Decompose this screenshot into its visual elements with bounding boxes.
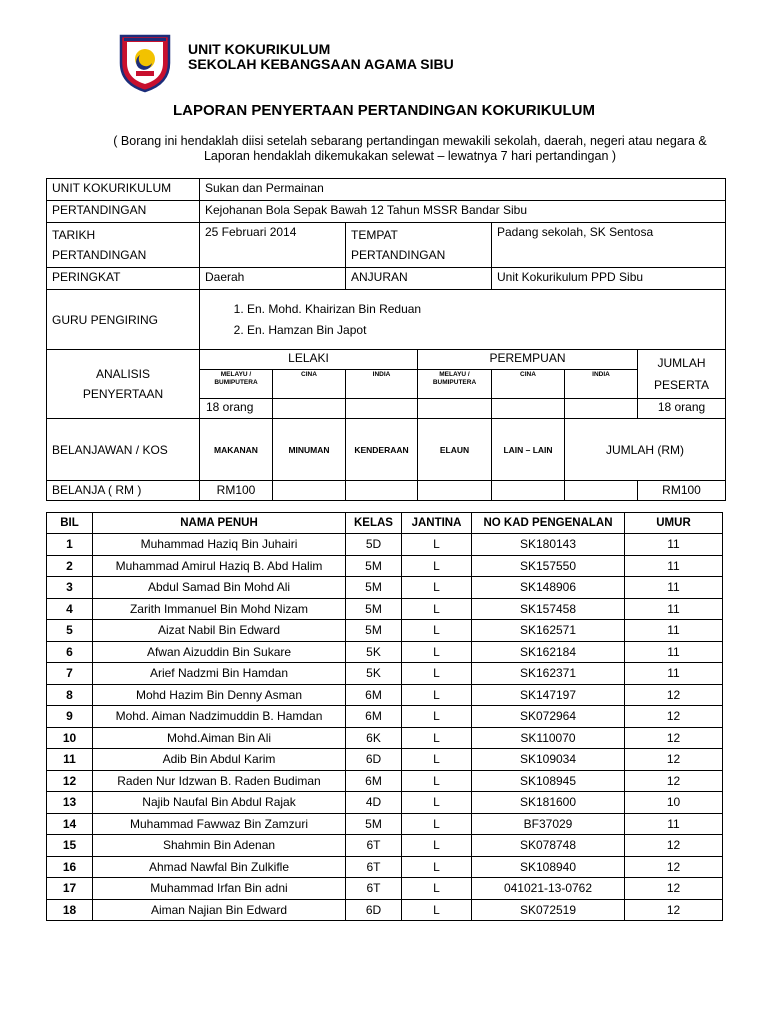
row-class: 6K (346, 727, 402, 749)
col-name-header: NAMA PENUH (93, 513, 346, 534)
date-value: 25 Februari 2014 (200, 223, 346, 268)
row-name: Adib Bin Abdul Karim (93, 749, 346, 771)
analysis-label (47, 350, 200, 419)
teacher-item: 1. En. Mohd. Khairizan Bin Reduan (247, 299, 720, 320)
row-ic: SK157550 (472, 555, 625, 577)
row-bil: 6 (47, 641, 93, 663)
col-age-header: UMUR (625, 513, 723, 534)
row-ic: SK108945 (472, 770, 625, 792)
row-class: 6M (346, 770, 402, 792)
row-ic: SK162184 (472, 641, 625, 663)
row-class: 4D (346, 792, 402, 814)
row-ic: SK109034 (472, 749, 625, 771)
row-ic: SK072519 (472, 899, 625, 921)
table-row (47, 792, 723, 814)
spend-drink (273, 481, 346, 501)
row-class: 6M (346, 684, 402, 706)
row-gender: L (402, 749, 472, 771)
table-row (47, 641, 723, 663)
row-bil: 17 (47, 878, 93, 900)
row-ic: SK147197 (472, 684, 625, 706)
row-age: 11 (625, 555, 723, 577)
row-age: 12 (625, 899, 723, 921)
row-bil: 12 (47, 770, 93, 792)
spend-allowance (418, 481, 492, 501)
row-name: Zarith Immanuel Bin Mohd Nizam (93, 598, 346, 620)
row-age: 11 (625, 577, 723, 599)
row-age: 12 (625, 706, 723, 728)
row-name: Muhammad Amirul Haziq B. Abd Halim (93, 555, 346, 577)
venue-label-line-2: PERTANDINGAN (351, 248, 446, 262)
row-name: Muhammad Fawwaz Bin Zamzuri (93, 813, 346, 835)
cost-total-header: JUMLAH (RM) (565, 419, 726, 481)
row-bil: 2 (47, 555, 93, 577)
row-name: Mohd. Aiman Nadzimuddin B. Hamdan (93, 706, 346, 728)
row-class: 6T (346, 835, 402, 857)
row-age: 12 (625, 727, 723, 749)
row-age: 11 (625, 813, 723, 835)
date-label-line-1: TARIKH (52, 228, 96, 242)
cost-other-header: LAIN – LAIN (492, 419, 565, 481)
row-ic: SK078748 (472, 835, 625, 857)
table-row (47, 727, 723, 749)
row-name: Mohd.Aiman Bin Ali (93, 727, 346, 749)
row-gender: L (402, 684, 472, 706)
instruction-line-1: ( Borang ini hendaklah diisi setelah sebarang pertandingan mewakili sekolah, daerah, negeri atau negara & (113, 134, 707, 148)
total-label-line-1: JUMLAH (657, 356, 706, 370)
table-row (47, 684, 723, 706)
cost-food-header: MAKANAN (200, 419, 273, 481)
male-india-header: INDIA (346, 370, 418, 399)
row-ic: SK157458 (472, 598, 625, 620)
row-ic: BF37029 (472, 813, 625, 835)
row-bil: 15 (47, 835, 93, 857)
row-class: 5K (346, 663, 402, 685)
row-class: 6M (346, 706, 402, 728)
row-age: 12 (625, 878, 723, 900)
col-class-header: KELAS (346, 513, 402, 534)
male-melayu-count: 18 orang (200, 399, 273, 419)
row-bil: 11 (47, 749, 93, 771)
date-label-line-2: PERTANDINGAN (52, 248, 147, 262)
row-name: Abdul Samad Bin Mohd Ali (93, 577, 346, 599)
spend-transport (346, 481, 418, 501)
melayu-line-2: BUMIPUTERA (432, 379, 477, 387)
row-age: 11 (625, 641, 723, 663)
row-bil: 18 (47, 899, 93, 921)
row-age: 11 (625, 598, 723, 620)
row-gender: L (402, 856, 472, 878)
school-crest-logo (118, 33, 172, 93)
row-bil: 4 (47, 598, 93, 620)
male-melayu-header (200, 370, 273, 399)
row-class: 5M (346, 813, 402, 835)
row-age: 11 (625, 663, 723, 685)
row-bil: 3 (47, 577, 93, 599)
row-age: 12 (625, 856, 723, 878)
spend-total: RM100 (638, 481, 726, 501)
level-value: Daerah (200, 268, 346, 290)
row-bil: 10 (47, 727, 93, 749)
row-age: 12 (625, 684, 723, 706)
table-row (47, 770, 723, 792)
row-name: Aiman Najian Bin Edward (93, 899, 346, 921)
total-label-line-2: PESERTA (654, 378, 709, 392)
row-gender: L (402, 835, 472, 857)
col-gender-header: JANTINA (402, 513, 472, 534)
unit-name: UNIT KOKURIKULUM (188, 41, 331, 57)
male-header: LELAKI (200, 350, 418, 370)
school-name: SEKOLAH KEBANGSAAN AGAMA SIBU (188, 56, 454, 72)
row-gender: L (402, 792, 472, 814)
cost-allowance-header: ELAUN (418, 419, 492, 481)
budget-label: BELANJAWAN / KOS (47, 419, 200, 481)
level-label: PERINGKAT (47, 268, 200, 290)
cost-drink-header: MINUMAN (273, 419, 346, 481)
row-bil: 7 (47, 663, 93, 685)
school-header (188, 42, 454, 72)
row-gender: L (402, 577, 472, 599)
table-row (47, 813, 723, 835)
row-gender: L (402, 899, 472, 921)
row-gender: L (402, 878, 472, 900)
table-row (47, 663, 723, 685)
instruction-note (70, 134, 750, 164)
table-row (47, 598, 723, 620)
table-row (47, 835, 723, 857)
row-name: Muhammad Irfan Bin adni (93, 878, 346, 900)
row-gender: L (402, 555, 472, 577)
venue-label-line-1: TEMPAT (351, 228, 398, 242)
organizer-value: Unit Kokurikulum PPD Sibu (492, 268, 726, 290)
cost-transport-header: KENDERAAN (346, 419, 418, 481)
table-row (47, 706, 723, 728)
melayu-line-1: MELAYU / (439, 371, 470, 379)
teacher-list (205, 299, 720, 341)
female-india-header: INDIA (565, 370, 638, 399)
row-name: Najib Naufal Bin Abdul Rajak (93, 792, 346, 814)
row-bil: 1 (47, 534, 93, 556)
row-class: 6T (346, 856, 402, 878)
date-label (47, 223, 200, 268)
organizer-label: ANJURAN (346, 268, 492, 290)
row-class: 5D (346, 534, 402, 556)
row-gender: L (402, 641, 472, 663)
analysis-label-line-1: ANALISIS (95, 367, 151, 381)
row-class: 5K (346, 641, 402, 663)
table-row (47, 749, 723, 771)
row-ic: SK108940 (472, 856, 625, 878)
row-age: 11 (625, 620, 723, 642)
col-bil-header: BIL (47, 513, 93, 534)
document-title: LAPORAN PENYERTAAN PERTANDINGAN KOKURIKULUM (173, 102, 595, 119)
row-name: Mohd Hazim Bin Denny Asman (93, 684, 346, 706)
row-gender: L (402, 727, 472, 749)
row-class: 5M (346, 598, 402, 620)
row-class: 6D (346, 899, 402, 921)
row-name: Ahmad Nawfal Bin Zulkifle (93, 856, 346, 878)
participants-table (46, 512, 723, 921)
teacher-item: 2. En. Hamzan Bin Japot (247, 320, 720, 341)
row-age: 10 (625, 792, 723, 814)
female-cina-header: CINA (492, 370, 565, 399)
venue-value: Padang sekolah, SK Sentosa (492, 223, 726, 268)
teacher-list-cell (200, 290, 726, 350)
row-age: 12 (625, 770, 723, 792)
male-cina-count (273, 399, 346, 419)
female-melayu-count (418, 399, 492, 419)
row-class: 5M (346, 577, 402, 599)
row-name: Shahmin Bin Adenan (93, 835, 346, 857)
male-india-count (346, 399, 418, 419)
unit-label: UNIT KOKURIKULUM (47, 179, 200, 201)
row-gender: L (402, 534, 472, 556)
row-bil: 8 (47, 684, 93, 706)
row-name: Afwan Aizuddin Bin Sukare (93, 641, 346, 663)
row-name: Muhammad Haziq Bin Juhairi (93, 534, 346, 556)
row-bil: 16 (47, 856, 93, 878)
row-ic: SK072964 (472, 706, 625, 728)
row-ic: SK162371 (472, 663, 625, 685)
row-class: 5M (346, 555, 402, 577)
venue-label (346, 223, 492, 268)
female-header: PEREMPUAN (418, 350, 638, 370)
row-class: 5M (346, 620, 402, 642)
competition-label: PERTANDINGAN (47, 201, 200, 223)
instruction-line-2: Laporan hendaklah dikemukakan selewat – lewatnya 7 hari pertandingan ) (203, 149, 617, 163)
spend-label: BELANJA ( RM ) (47, 481, 200, 501)
unit-value: Sukan dan Permainan (200, 179, 726, 201)
row-ic: 041021-13-0762 (472, 878, 625, 900)
row-bil: 13 (47, 792, 93, 814)
table-row (47, 620, 723, 642)
row-ic: SK148906 (472, 577, 625, 599)
table-row (47, 899, 723, 921)
female-melayu-header (418, 370, 492, 399)
row-ic: SK181600 (472, 792, 625, 814)
row-name: Raden Nur Idzwan B. Raden Budiman (93, 770, 346, 792)
row-class: 6D (346, 749, 402, 771)
row-gender: L (402, 620, 472, 642)
row-ic: SK162571 (472, 620, 625, 642)
female-cina-count (492, 399, 565, 419)
spend-food: RM100 (200, 481, 273, 501)
table-row (47, 555, 723, 577)
row-age: 12 (625, 835, 723, 857)
table-row (47, 878, 723, 900)
row-gender: L (402, 663, 472, 685)
row-gender: L (402, 598, 472, 620)
male-cina-header: CINA (273, 370, 346, 399)
total-participants-count: 18 orang (638, 399, 726, 419)
female-india-count (565, 399, 638, 419)
row-ic: SK180143 (472, 534, 625, 556)
competition-info-table (46, 178, 726, 501)
col-ic-header: NO KAD PENGENALAN (472, 513, 625, 534)
spend-blank (565, 481, 638, 501)
row-gender: L (402, 706, 472, 728)
table-row (47, 577, 723, 599)
row-bil: 9 (47, 706, 93, 728)
table-row (47, 856, 723, 878)
competition-value: Kejohanan Bola Sepak Bawah 12 Tahun MSSR Bandar Sibu (200, 201, 726, 223)
row-gender: L (402, 813, 472, 835)
row-age: 12 (625, 749, 723, 771)
row-bil: 5 (47, 620, 93, 642)
analysis-label-line-2: PENYERTAAN (82, 387, 164, 401)
melayu-line-2: BUMIPUTERA (214, 379, 258, 387)
row-bil: 14 (47, 813, 93, 835)
row-class: 6T (346, 878, 402, 900)
table-header-row (47, 513, 723, 534)
row-ic: SK110070 (472, 727, 625, 749)
total-participants-label (638, 350, 726, 399)
melayu-line-1: MELAYU / (220, 371, 252, 379)
row-name: Aizat Nabil Bin Edward (93, 620, 346, 642)
row-name: Arief Nadzmi Bin Hamdan (93, 663, 346, 685)
row-gender: L (402, 770, 472, 792)
row-age: 11 (625, 534, 723, 556)
spend-other (492, 481, 565, 501)
teacher-label: GURU PENGIRING (47, 290, 200, 350)
table-row (47, 534, 723, 556)
